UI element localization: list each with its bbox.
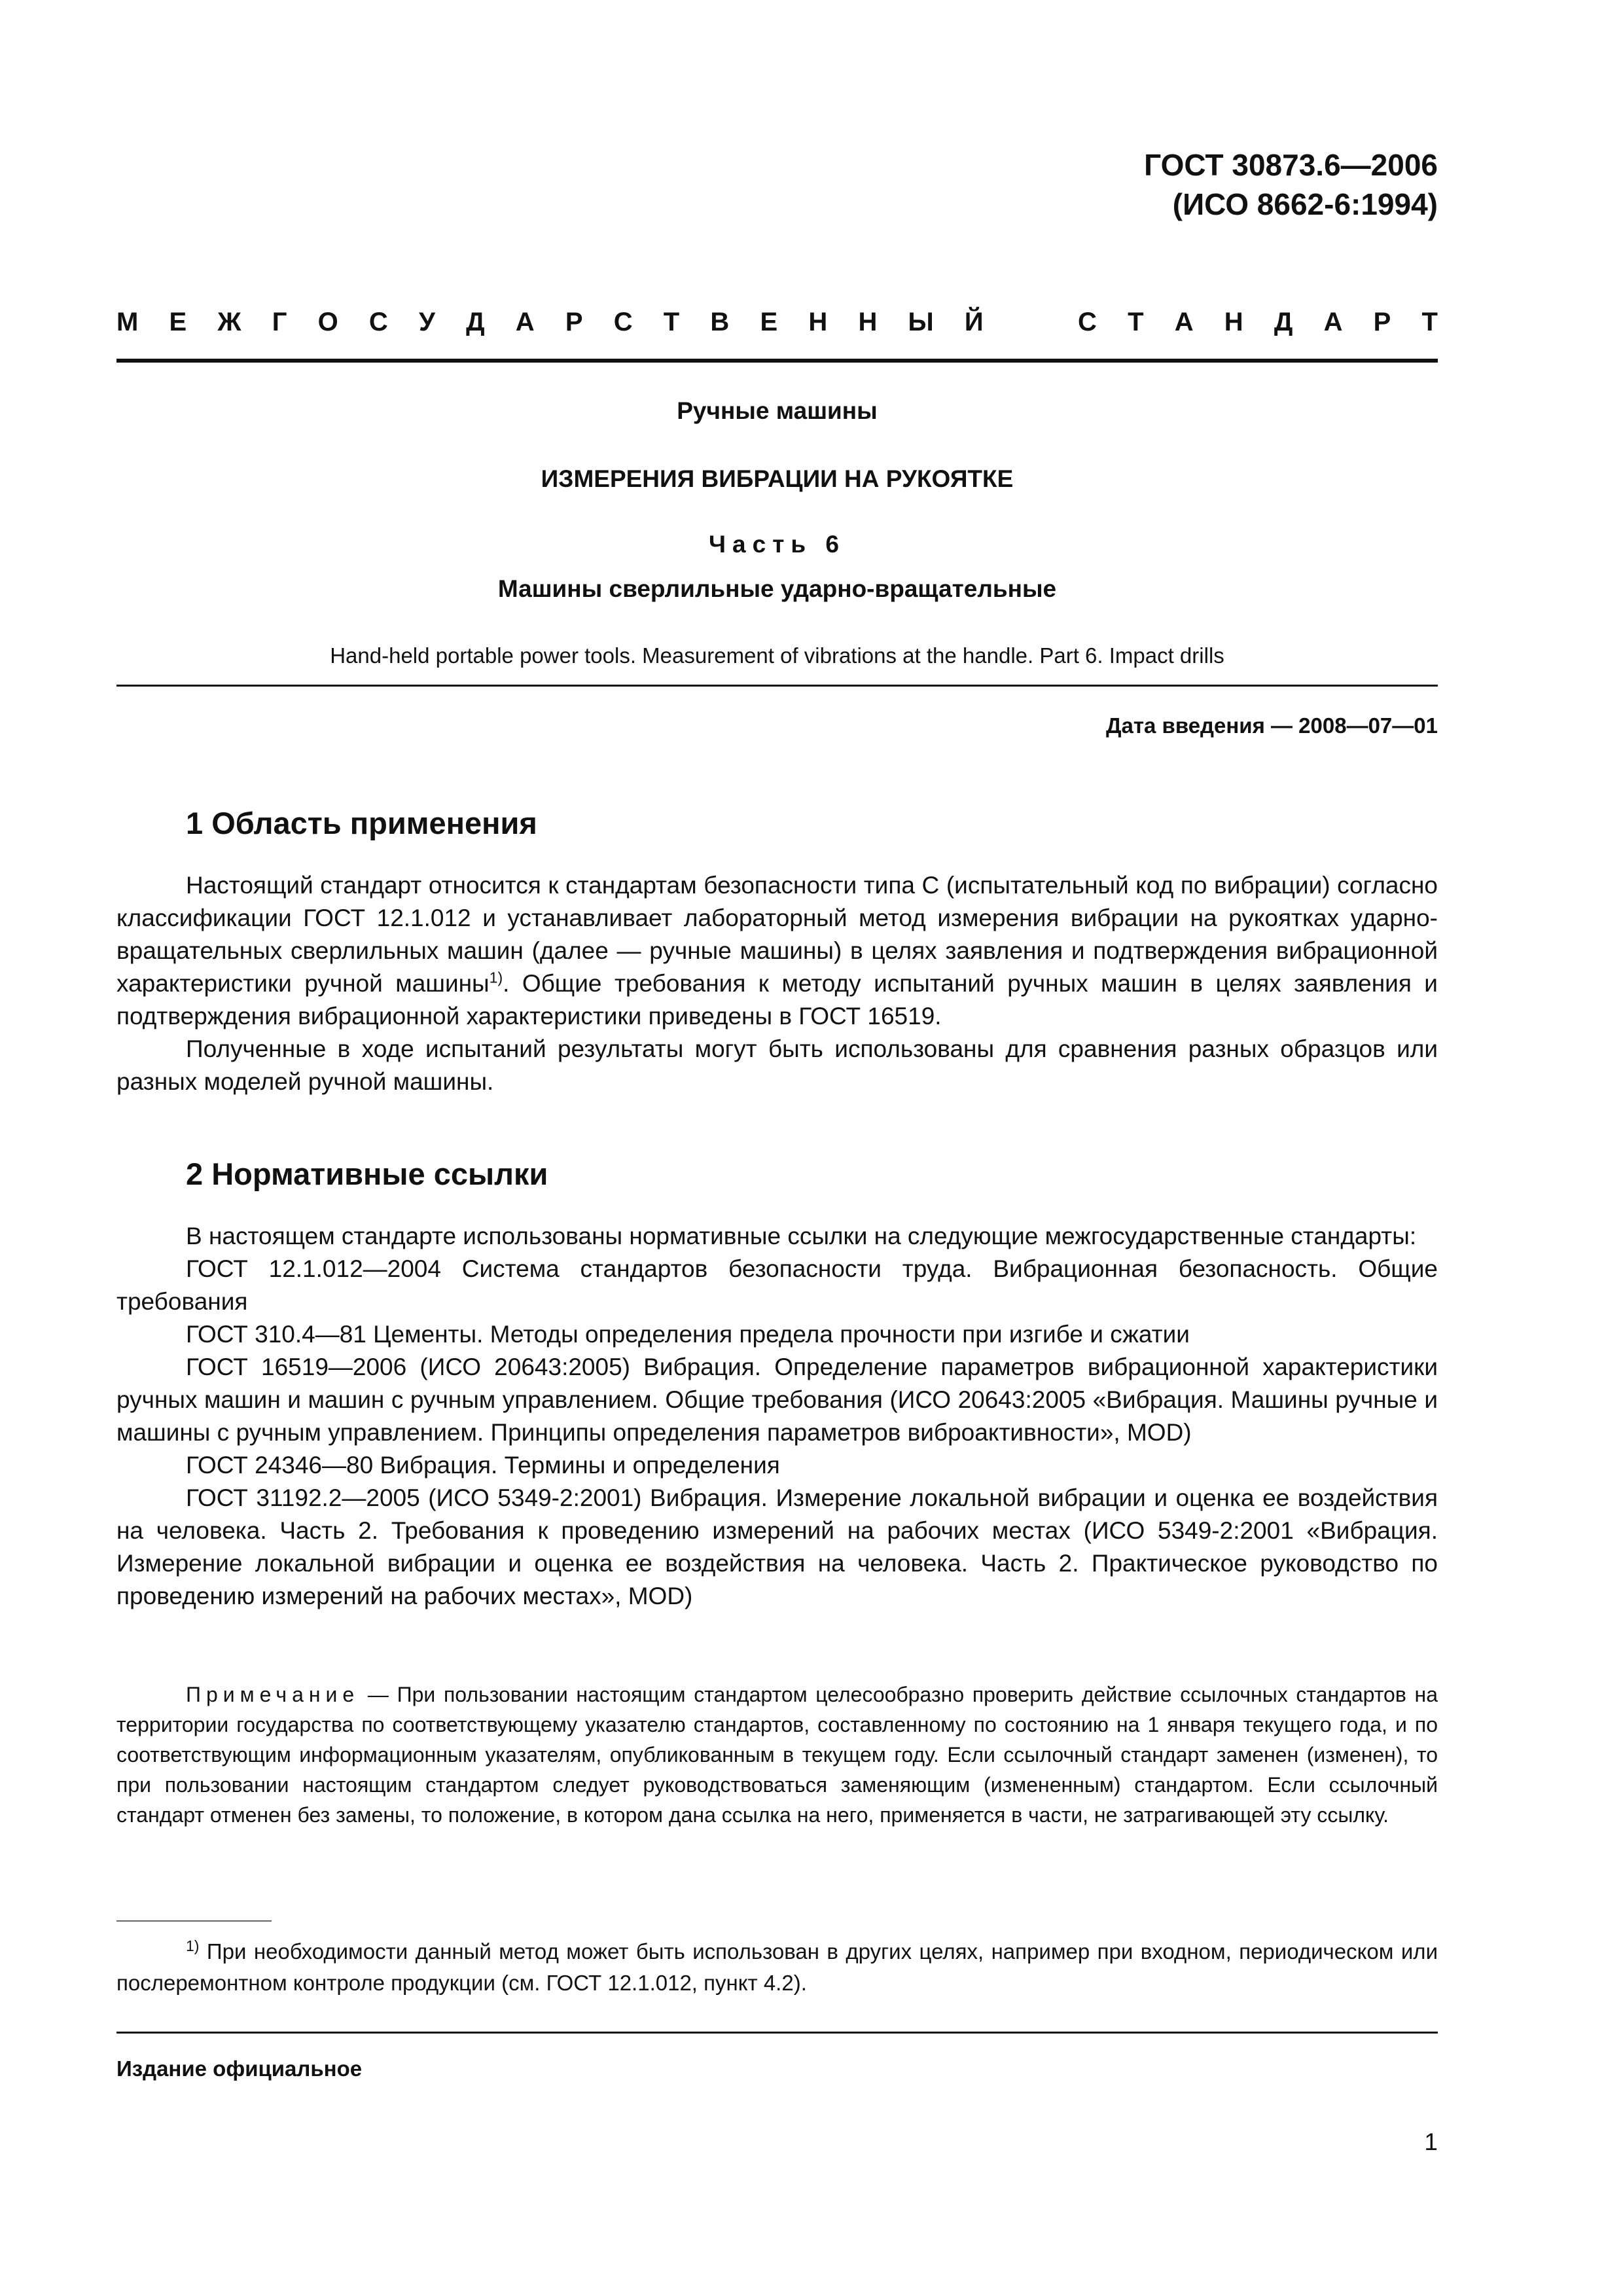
- page-number: 1: [1424, 2128, 1438, 2155]
- banner-letter: У: [419, 308, 435, 336]
- footer-divider: [116, 2032, 1438, 2034]
- banner-letter: Т: [663, 308, 680, 336]
- section-2-body: [116, 1220, 1438, 1613]
- title-line-3: Машины сверлильные ударно-вращательные: [497, 575, 1057, 602]
- section-1-paragraph-1: [116, 869, 1438, 1033]
- banner-gap: [1014, 302, 1047, 342]
- banner-letter: Д: [466, 308, 485, 336]
- footnote-mark: 1): [186, 1937, 200, 1954]
- banner-letter: В: [710, 308, 730, 336]
- title-part: Часть 6: [709, 531, 846, 558]
- paragraph-text: . Общие требования к методу испытаний ручных машин в целях заявления и подтверждения вибрационной характеристики приведены в ГОСТ 16519.: [116, 970, 1438, 1030]
- section-1-body: [116, 869, 1438, 1098]
- banner-letter: Ж: [217, 308, 241, 336]
- banner-letter: Ы: [908, 308, 934, 336]
- standard-number-block: [1144, 145, 1438, 224]
- section-2-intro: В настоящем стандарте использованы нормативные ссылки на следующие межгосударственные стандарты:: [186, 1223, 1417, 1249]
- note-label: Примечание: [186, 1683, 360, 1706]
- banner-letter: Н: [808, 308, 828, 336]
- banner-letter: Р: [1373, 308, 1391, 336]
- banner-letter: Е: [169, 308, 187, 336]
- reference-item: ГОСТ 310.4—81 Цементы. Методы определения предела прочности при изгибе и сжатии: [186, 1321, 1190, 1348]
- banner-letter: А: [515, 308, 535, 336]
- banner-letter: Е: [760, 308, 778, 336]
- note-paragraph: [116, 1679, 1438, 1830]
- section-1-paragraph-2: Полученные в ходе испытаний результаты могут быть использованы для сравнения разных образцов или разных моделей ручной машины.: [116, 1035, 1438, 1095]
- banner-letter: Т: [1128, 308, 1144, 336]
- iso-number: (ИСО 8662-6:1994): [1172, 187, 1438, 221]
- banner-letter: Д: [1274, 308, 1293, 336]
- reference-item: ГОСТ 16519—2006 (ИСО 20643:2005) Вибрация. Определение параметров вибрационной характеристики ручных машин и машин с ручным управлением. Общие требования (ИСО 20643:2005 «Вибрация. Машины ручные и машины с ручным управлением. Принципы определения параметров виброактивности», MOD): [116, 1354, 1438, 1446]
- banner-letter: Н: [1224, 308, 1243, 336]
- reference-item: ГОСТ 12.1.012—2004 Система стандартов безопасности труда. Вибрационная безопасность. Общие требования: [116, 1255, 1438, 1315]
- banner-letter: О: [317, 308, 338, 336]
- title-english: Hand-held portable power tools. Measurement of vibrations at the handle. Part 6. Impact drills: [330, 643, 1224, 668]
- footnote-text: При необходимости данный метод может быть использован в других целях, например при входном, периодическом или послеремонтном контроле продукции (см. ГОСТ 12.1.012, пункт 4.2).: [116, 1939, 1438, 1995]
- reference-item: ГОСТ 24346—80 Вибрация. Термины и определения: [186, 1452, 780, 1479]
- header-divider: [116, 359, 1438, 363]
- date-of-introduction: Дата введения — 2008—07—01: [1106, 713, 1438, 738]
- title-divider: [116, 685, 1438, 687]
- banner-letter: А: [1323, 308, 1343, 336]
- footnote-ref: 1): [489, 969, 503, 986]
- banner-letter: Г: [272, 308, 287, 336]
- title-line-1: Ручные машины: [677, 397, 878, 424]
- banner-letter: С: [368, 308, 388, 336]
- banner-letter: С: [613, 308, 633, 336]
- footnote-separator: [116, 1920, 272, 1922]
- interstate-standard-banner: [116, 302, 1438, 342]
- section-1-heading: 1 Область применения: [186, 806, 537, 840]
- banner-letter: А: [1174, 308, 1194, 336]
- title-line-2: ИЗМЕРЕНИЯ ВИБРАЦИИ НА РУКОЯТКЕ: [541, 465, 1014, 492]
- banner-letter: Т: [1421, 308, 1438, 336]
- banner-letter: Й: [964, 308, 984, 336]
- reference-item: ГОСТ 31192.2—2005 (ИСО 5349-2:2001) Вибрация. Измерение локальной вибрации и оценка ее воздействия на человека. Часть 2. Требования к проведению измерений на рабочих местах (ИСО 5349-2:2001 «Вибрация. Измерение локальной вибрации и оценка ее воздействия на человека. Часть 2. Практическое руководство по проведению измерений на рабочих местах», MOD): [116, 1484, 1438, 1609]
- banner-letter: Н: [858, 308, 878, 336]
- footnote-paragraph: [116, 1936, 1438, 1999]
- footnote: [116, 1936, 1438, 1999]
- banner-letter: С: [1078, 308, 1097, 336]
- note-block: [116, 1679, 1438, 1830]
- banner-letter: Р: [565, 308, 583, 336]
- banner-letter: М: [116, 308, 139, 336]
- official-edition-label: Издание официальное: [116, 2056, 363, 2081]
- gost-number: ГОСТ 30873.6—2006: [1144, 148, 1438, 182]
- paragraph-text: Настоящий стандарт относится к стандартам безопасности типа С (испытательный код по вибрации) согласно классификации ГОСТ 12.1.012 и устанавливает лабораторный метод измерения вибрации на рукоятках ударно-вращательных сверлильных машин (далее — ручные машины) в целях заявления и подтверждения вибрационной характеристики ручной машины: [116, 872, 1438, 997]
- note-text: — При пользовании настоящим стандартом целесообразно проверить действие ссылочных стандартов на территории государства по соответствующему указателю стандартов, составленному по состоянию на 1 января текущего года, и по соответствующим информационным указателям, опубликованным в текущем году. Если ссылочный стандарт заменен (изменен), то при пользовании настоящим стандартом следует руководствоваться заменяющим (измененным) стандартом. Если ссылочный стандарт отменен без замены, то положение, в котором дана ссылка на него, применяется в части, не затрагивающей эту ссылку.: [116, 1683, 1438, 1827]
- section-2-heading: 2 Нормативные ссылки: [186, 1157, 548, 1191]
